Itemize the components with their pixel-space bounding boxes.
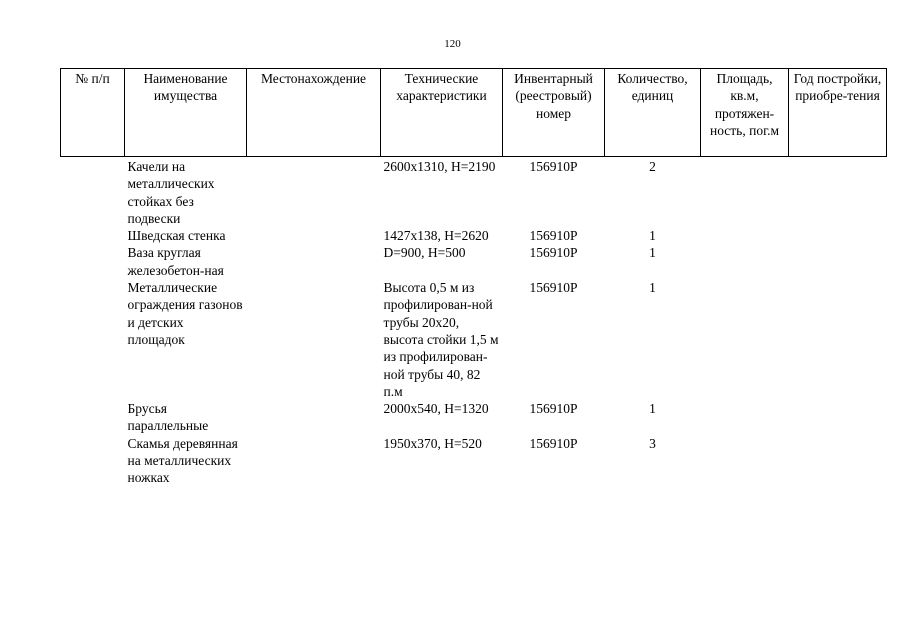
cell-num	[61, 279, 125, 400]
table-row	[61, 157, 887, 228]
header-inventory: Инвентарный (реестровый) номер	[503, 69, 605, 157]
cell-tech: Высота 0,5 м из профилирован-ной трубы 20х20, высота стойки 1,5 м из профилирован-ной трубы 40, 82 п.м	[383, 280, 499, 399]
cell-area	[701, 435, 789, 487]
cell-location	[247, 227, 381, 244]
header-num: № п/п	[61, 69, 125, 157]
cell-num	[61, 157, 125, 228]
cell-quantity: 1	[649, 401, 656, 417]
cell-name: Шведская стенка	[127, 228, 226, 244]
cell-year	[789, 157, 887, 228]
cell-area	[701, 244, 789, 279]
cell-year	[789, 227, 887, 244]
cell-inventory: 156910Р	[529, 245, 578, 261]
cell-tech: 2600х1310, Н=2190	[383, 159, 496, 174]
cell-area	[701, 157, 789, 228]
table-row	[61, 279, 887, 400]
cell-location	[247, 157, 381, 228]
cell-quantity: 1	[649, 245, 656, 261]
cell-year	[789, 244, 887, 279]
cell-inventory: 156910Р	[529, 159, 578, 174]
cell-inventory: 156910Р	[529, 435, 578, 451]
cell-area	[701, 400, 789, 435]
cell-location	[247, 279, 381, 400]
cell-tech: D=900, Н=500	[383, 245, 466, 261]
cell-year	[789, 435, 887, 487]
cell-name: Брусья параллельные	[127, 401, 209, 434]
cell-num	[61, 244, 125, 279]
cell-location	[247, 435, 381, 487]
property-register-table	[60, 68, 887, 487]
cell-location	[247, 244, 381, 279]
cell-inventory: 156910Р	[529, 401, 578, 417]
header-area: Площадь, кв.м, протяжен-ность, пог.м	[701, 69, 789, 157]
cell-area	[701, 227, 789, 244]
cell-inventory: 156910Р	[529, 280, 578, 296]
cell-year	[789, 400, 887, 435]
cell-quantity: 3	[649, 435, 656, 451]
cell-num	[61, 227, 125, 244]
cell-quantity: 1	[649, 228, 656, 244]
table-row	[61, 227, 887, 244]
cell-name: Ваза круглая железобетон-ная	[127, 245, 224, 278]
table-row	[61, 244, 887, 279]
cell-location	[247, 400, 381, 435]
cell-tech: 1427х138, Н=2620	[383, 228, 489, 244]
cell-year	[789, 279, 887, 400]
cell-num	[61, 435, 125, 487]
page-number: 120	[444, 38, 461, 50]
header-name: Наименование имущества	[125, 69, 247, 157]
cell-name: Скамья деревянная на металлических ножках	[127, 435, 238, 486]
cell-name: Качели на металлических стойках без подвески	[127, 159, 215, 226]
cell-tech: 1950х370, Н=520	[383, 435, 482, 451]
cell-area	[701, 279, 789, 400]
table-header-row	[61, 69, 887, 157]
cell-name: Металлические ограждения газонов и детских площадок	[127, 280, 243, 347]
cell-quantity: 2	[649, 159, 656, 174]
table-row	[61, 400, 887, 435]
header-quantity: Количество, единиц	[605, 69, 701, 157]
header-tech: Технические характеристики	[381, 69, 503, 157]
header-year: Год постройки, приобре-тения	[789, 69, 887, 157]
cell-quantity: 1	[649, 280, 656, 296]
table-row	[61, 435, 887, 487]
cell-tech: 2000х540, Н=1320	[383, 401, 489, 417]
cell-inventory: 156910Р	[529, 228, 578, 244]
header-location: Местонахождение	[247, 69, 381, 157]
cell-num	[61, 400, 125, 435]
